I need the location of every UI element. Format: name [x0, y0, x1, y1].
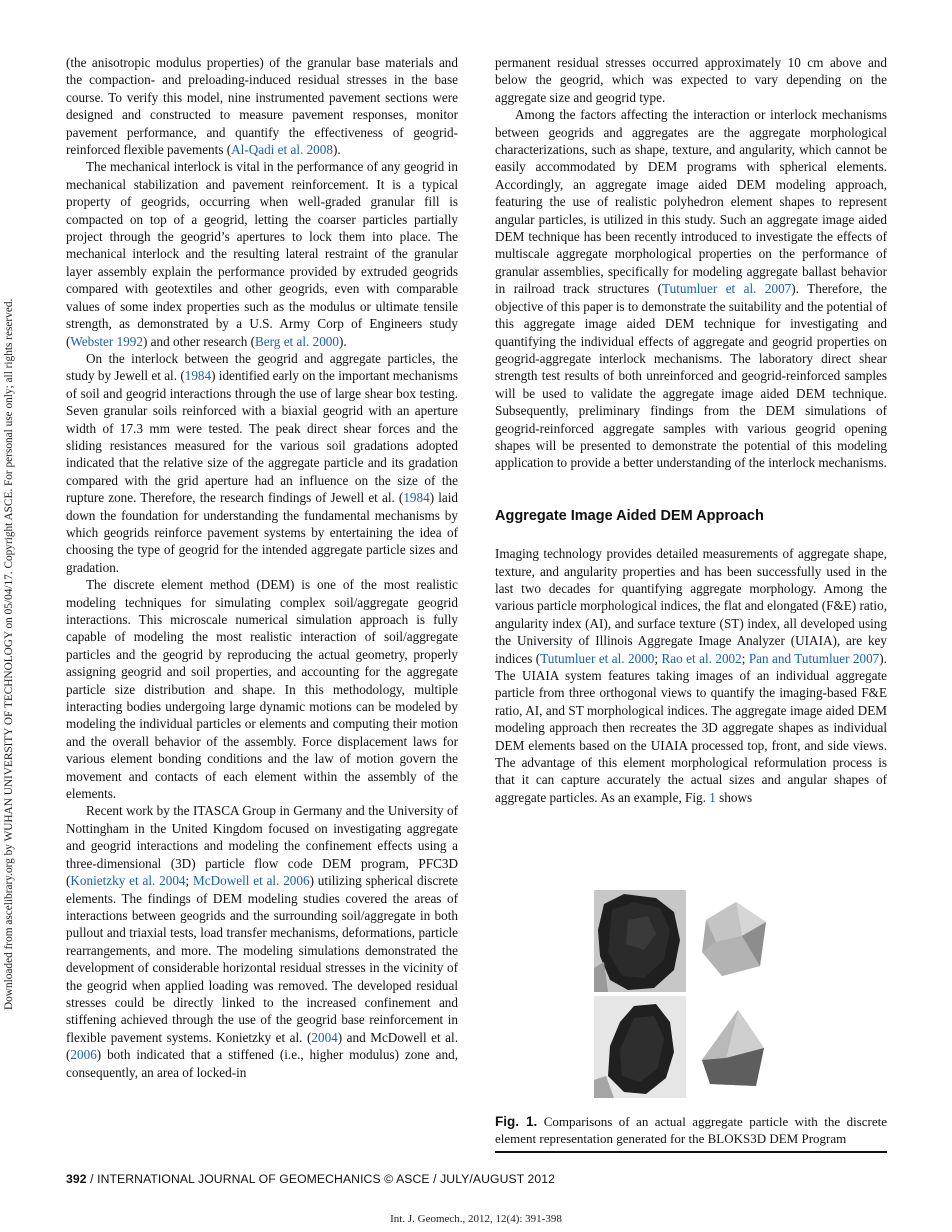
- article-citation: Int. J. Geomech., 2012, 12(4): 391-398: [390, 1213, 562, 1225]
- dem-element-side-image: [692, 996, 784, 1098]
- paragraph-dem-method: The discrete element method (DEM) is one of the most realistic modeling techniques for simulating complex soil/aggregate geogrid interactions. This microscale numerical simulation approach is fully capable of modeling the most realistic interaction of soil/aggregate particles and the geogrid by reproducing the actual geometry, properly assigning geogrid and soil properties, and accounting for the aggregate particle size distribution and shape. In this methodology, multiple interacting bodies undergoing large dynamic motions can be modeled by modeling the individual particles or elements and computing their motion and the overall behavior of the assembly. Force displacement laws for various element bonding conditions and the law of motion govern the movement and contacts of each element within the assembly of the elements.: [66, 577, 458, 802]
- download-notice-text: Downloaded from ascelibrary.org by WUHAN UNIVERSITY OF TECHNOLOGY on 05/04/17. Copyright ASCE. For personal use only; all rights reserved.: [3, 298, 15, 1010]
- caption-divider: [495, 1151, 887, 1153]
- figure-1: [594, 890, 784, 1100]
- citation-berg-2000[interactable]: Berg et al. 2000: [255, 333, 339, 349]
- paragraph-interlock-factors: Among the factors affecting the interaction or interlock mechanisms between geogrids and aggregates are the aggregate morphological characterizations, such as shape, texture, and angularity, which cannot be easily accommodated by DEM programs with spherical elements. Accordingly, an aggregate image aided DEM modeling approach, featuring the use of realistic polyhedron element shapes to represent angular particles, is utilized in this study. Such an aggregate image aided DEM technique has been recently introduced to investigate the effects of multiscale aggregate morphological properties on the performance of granular assemblies, specifically for modeling aggregate ballast behavior in railroad track structures (Tutumluer et al. 2007). Therefore, the objective of this paper is to demonstrate the suitability and the potential of this aggregate image aided DEM technique for investigating and quantifying the individual effects of aggregate and geogrid properties on geogrid-aggregate interlock mechanisms. The laboratory direct shear strength test results of both unreinforced and geogrid-reinforced samples will be used to validate the aggregate image aided DEM technique. Subsequently, preliminary findings from the DEM simulations of geogrid-reinforced aggregate samples with various geogrid opening shapes will be presented to demonstrate the potential of this modeling application to provide a better understanding of the interlock mechanisms.: [495, 107, 887, 471]
- section-heading: Aggregate Image Aided DEM Approach: [495, 507, 764, 524]
- citation-pan-tutumluer-2007[interactable]: Pan and Tutumluer 2007: [748, 650, 880, 666]
- journal-info: / INTERNATIONAL JOURNAL OF GEOMECHANICS © ASCE / JULY/AUGUST 2012: [86, 1172, 556, 1186]
- aggregate-photo-side: [594, 996, 686, 1098]
- dem-element-top-image: [692, 890, 784, 992]
- paragraph-residual-stresses: permanent residual stresses occurred approximately 10 cm above and below the geogrid, which was expected to vary depending on the aggregate size and geogrid type.: [495, 55, 887, 105]
- citation-mcdowell-2006-a[interactable]: McDowell et al. 2006: [193, 873, 310, 889]
- citation-jewell-1984-b[interactable]: 1984: [403, 490, 430, 506]
- citation-konietzky-2004-b[interactable]: 2004: [311, 1029, 338, 1045]
- page-footer: [66, 1172, 555, 1186]
- citation-tutumluer-2000[interactable]: Tutumluer et al. 2000: [540, 650, 655, 666]
- paragraph-imaging-technology: Imaging technology provides detailed measurements of aggregate shape, texture, and angularity properties and has been successfully used in the last two decades for quantifying aggregate morphology. Among the various particle morphological indices, the flat and elongated (F&E) ratio, angularity index (AI), and surface texture (ST) index, all developed using the University of Illinois Aggregate Image Analyzer (UIAIA), are key indices (Tutumluer et al. 2000; Rao et al. 2002; Pan and Tutumluer 2007). The UIAIA system features taking images of an individual aggregate particle from three orthogonal views to quantify the imaging-based F&E ratio, AI, and ST morphological indices. The aggregate image aided DEM modeling approach then recreates the 3D aggregate shapes as individual DEM elements based on the UIAIA processed top, front, and side views. The advantage of this element morphological reformulation process is that it can capture accurately the actual sizes and angular shapes of aggregate particles. As an example, Fig. 1 shows: [495, 546, 887, 805]
- dem-element-top: [692, 890, 784, 992]
- figure-1-reference[interactable]: 1: [709, 789, 716, 805]
- paragraph-itasca-work: Recent work by the ITASCA Group in Germany and the University of Nottingham in the United Kingdom focused on investigating aggregate and geogrid interactions and modeling the confinement effects using a three-dimensional (3D) particle flow code DEM program, PFC3D (Konietzky et al. 2004; McDowell et al. 2006) utilizing spherical discrete elements. The findings of DEM modeling studies covered the areas of interactions between geogrids and the surrounding soil/aggregate in both pullout and triaxial tests, load transfer mechanisms, deformations, particle rearrangements, and more. The modeling simulations demonstrated the development of considerable horizontal residual stresses in the vicinity of the geogrid when applied loading was removed. The developed residual stresses could be directly linked to the increased confinement and stiffening achieved through the use of the geogrid base reinforcement in flexible pavement systems. Konietzky et al. (2004) and McDowell et al. (2006) both indicated that a stiffened (i.e., higher modulus) zone and, consequently, an area of locked-in: [66, 803, 459, 1080]
- download-notice: [2, 298, 22, 1030]
- figure-1-caption: [495, 1114, 887, 1147]
- citation-webster-1992[interactable]: Webster 1992: [70, 333, 143, 349]
- right-column: [495, 54, 887, 806]
- figure-1-caption-text: Comparisons of an actual aggregate particle with the discrete element representation generated for the BLOKS3D DEM Program: [495, 1114, 888, 1146]
- citation-konietzky-2004-a[interactable]: Konietzky et al. 2004: [70, 873, 186, 889]
- dem-element-side: [692, 996, 784, 1098]
- paragraph-intro-continued: (the anisotropic modulus properties) of the granular base materials and the compaction- and preloading-induced residual stresses in the base course. To verify this model, nine instrumented pavement sections were designed and constructed to measure pavement responses, monitor pavement performance, and quantify the effectiveness of geogrid-reinforced flexible pavements (Al-Qadi et al. 2008).: [66, 55, 458, 158]
- citation-al-qadi-2008[interactable]: Al-Qadi et al. 2008: [231, 142, 333, 158]
- citation-rao-2002[interactable]: Rao et al. 2002: [661, 650, 742, 666]
- page-number: 392: [66, 1172, 87, 1186]
- citation-tutumluer-2007[interactable]: Tutumluer et al. 2007: [662, 281, 792, 297]
- paragraph-mechanical-interlock: The mechanical interlock is vital in the performance of any geogrid in mechanical stabilization and pavement reinforcement. It is a typical property of geogrids, occurring when well-graded granular fill is compacted on top of a geogrid, letting the coarser particles partially project through the geogrid’s apertures to lock them into place. The mechanical interlock and the resulting lateral restraint of the granular layer assembly explain the performance provided by extruded geogrids compared with geotextiles and other geogrids, even with comparable values of some index properties such as the modulus or ultimate tensile strength, as demonstrated by a U.S. Army Corp of Engineers study (Webster 1992) and other research (Berg et al. 2000).: [66, 159, 458, 349]
- paragraph-jewell-study: On the interlock between the geogrid and aggregate particles, the study by Jewell et al. (1984) identified early on the important mechanisms of soil and geogrid interactions through the use of large shear box testing. Seven granular soils reinforced with a biaxial geogrid with an aperture width of 17.3 mm were tested. The peak direct shear forces and the sliding resistances measured for the various soil gradations adopted indicated that the relative size of the aggregate particle and its gradation compared with the grid aperture had an influence on the size of the rupture zone. Therefore, the research findings of Jewell et al. (1984) laid down the foundation for understanding the fundamental mechanisms by which geogrids reinforce pavement systems by entertaining the idea of choosing the type of geogrid for the intended aggregate particle sizes and gradation.: [66, 350, 459, 575]
- left-column: [66, 54, 458, 1081]
- citation-jewell-1984-a[interactable]: 1984: [184, 368, 212, 384]
- citation-mcdowell-2006-b[interactable]: 2006: [70, 1047, 97, 1063]
- aggregate-photo-top-image: [594, 890, 686, 992]
- aggregate-photo-side-image: [594, 996, 686, 1098]
- figure-1-label: Fig. 1.: [495, 1114, 538, 1129]
- aggregate-photo-top: [594, 890, 686, 992]
